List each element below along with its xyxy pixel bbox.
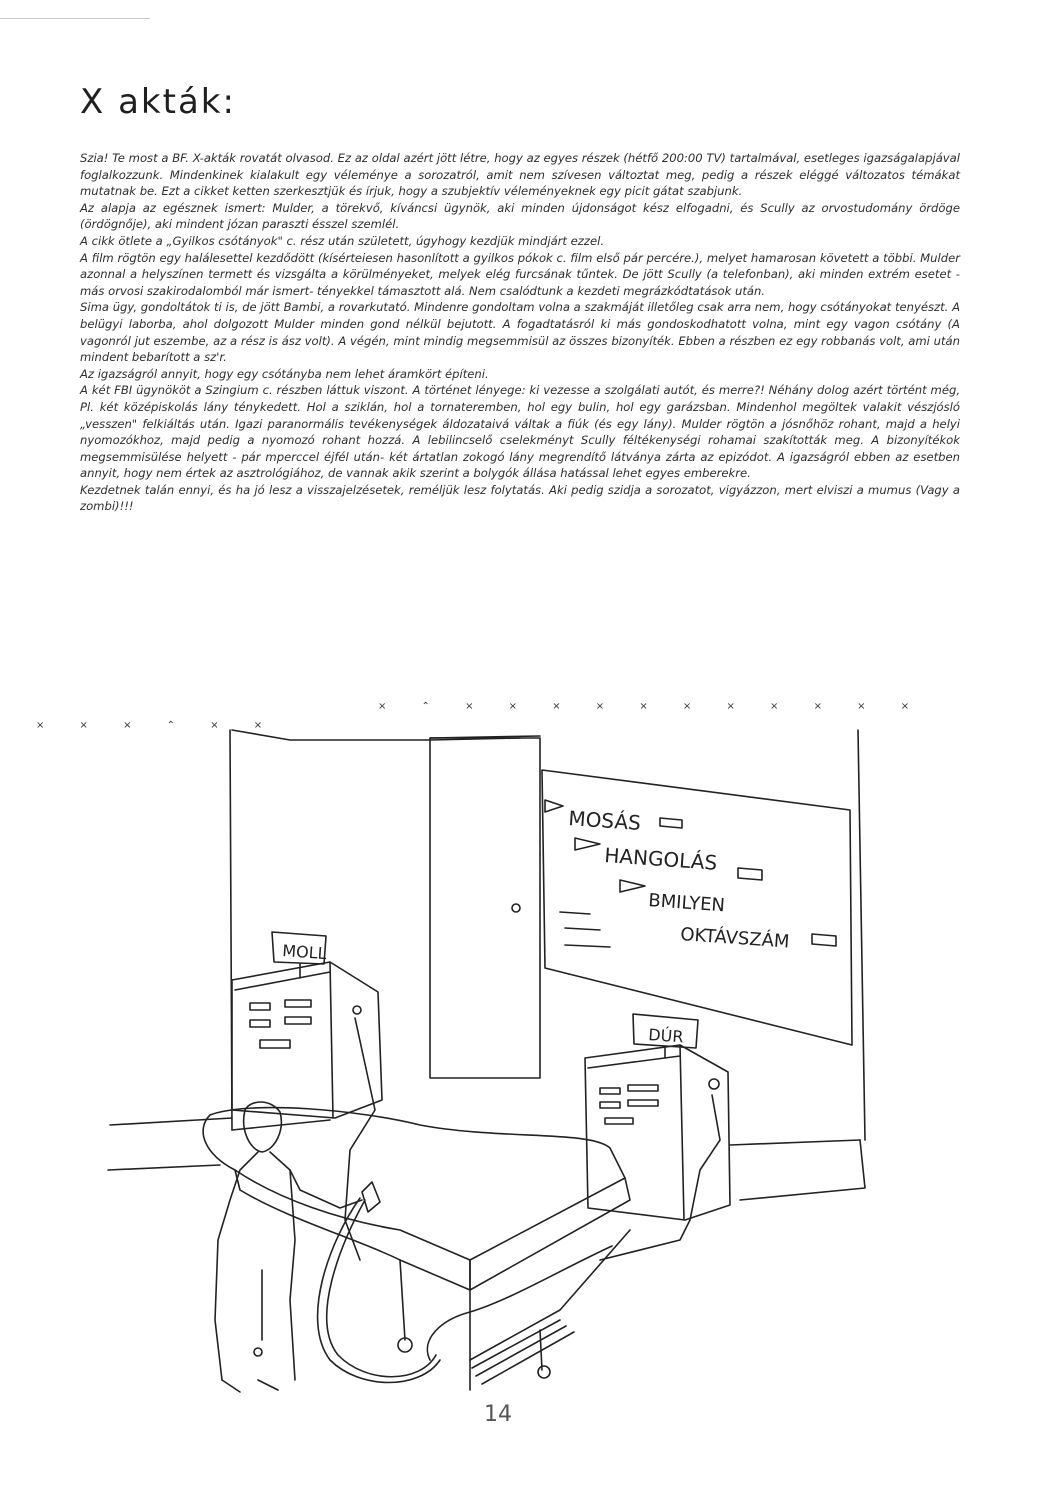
paragraph-intro: Szia! Te most a BF. X-akták rovatát olvasod. Ez az oldal azért jött létre, hogy az egyes részek (hétfő 200:00 TV) tartalmával, esetleges igazságalapjával foglalkozzunk. Mindenkinek kialakult egy véleménye a sorozatról, amit nem szívesen változtat meg, pedig a részek eléggé változatos témákat mutatnak be. Ezt a cikket ketten szerkesztjük és írjuk, hogy a szubjektív véleményeknek egy picit gátat szabjunk. <box>80 151 960 199</box>
dur-box <box>585 1014 730 1260</box>
board-line-oktavszam: OKTÁVSZÁM <box>679 924 791 953</box>
paragraph-truth-cockroach: Az igazságról annyit, hogy egy csótányba nem lehet áramkört építeni. <box>80 366 489 381</box>
paragraph-syzygy-episode: A két FBI ügynököt a Szingium c. részben láttuk viszont. A történet lényege: ki vezesse a szolgálati autót, és merre?! Néhány dolog azért történt még, Pl. két középiskolás lány ténykedett. Hol a sziklán, hol a tornateremben, hol egy bulin, hol egy garázsban. Mindenhol megöltek valakit vészjósló „vesszen" felkiáltás után. Igazi paranormális tevékenységek áldozataivá váltak a fiúk (és egy lány). Mulder rögtön a jósnőhöz rohant, majd a helyi nyomozókhoz, majd pedig a nyomozó rohant hozzá. A lebilincselő cselekményt Scully féltékenységi rohamai szakították meg. A bizonyítékok megsemmisülése helyett - pár mperccel éjfél után- két ártatlan zokogó lány megrendítő látványa zárta az epizódot. A igazságról ebben az esetben annyit, hogy nem értek az asztrológiához, de vannak akik szerint a bolygók állása hatással lehet egyes emberekre. <box>80 383 960 481</box>
board-line-mosas: MOSÁS <box>567 806 642 836</box>
moll-box-label: MOLL <box>281 941 328 964</box>
dur-box-label: DÚR <box>647 1025 685 1047</box>
board-line-bmilyen: BMILYEN <box>647 890 726 917</box>
board-line-hangolas: HANGOLÁS <box>603 843 718 875</box>
paragraph-idea: A cikk ötlete a „Gyilkos csótányok" c. rész után született, úgyhogy kezdjük mindjárt ezzel. <box>80 233 605 248</box>
x-decoration-row: × × × ⌃ × × <box>36 720 279 731</box>
top-rule <box>0 18 150 19</box>
page-title: X akták: <box>80 82 236 122</box>
article-body <box>80 150 960 515</box>
door <box>430 736 540 1078</box>
paragraph-bambi: Sima ügy, gondoltátok ti is, de jött Bambi, a rovarkutató. Mindenre gondoltam volna a szakmáját illetőleg csak arra nem, hogy csótányokat tenyészt. A belügyi laborba, ahol dolgozott Mulder minden gond nélkül bejutott. A fogadtatásról ki más gondoskodhatott volna, mint egy vagon csótány (A vagonról jut eszembe, az a rész is ász volt). A végén, mint mindig megsemmisül az összes bizonyíték. Ebben a részben ez egy robbanás volt, ami után mindent bebarított a sz'r. <box>80 300 960 365</box>
floor-ledge <box>108 1118 865 1200</box>
paragraph-closing: Kezdetnek talán ennyi, és ha jó lesz a visszajelzésetek, reméljük lesz folytatás. Aki pedig szidja a sorozatot, vigyázzon, mert elviszi a mumus (Vagy a zombi)!!! <box>80 482 960 514</box>
x-decoration-row: × ⌃ × × × × × × × × × × × <box>378 701 926 712</box>
cables <box>318 1198 612 1383</box>
paragraph-cockroach-episode: A film rögtön egy halálesettel kezdődött (kísérteiesen hasonlított a gyilkos pókok c. film első pár percére.), melyet hamarosan követett a többi. Mulder azonnal a helyszínen termett és vizsgálta a körülményeket, melyek elég furcsának tűntek. De jött Scully (a telefonban), aki minden extrém esetet -más orvosi szakirodalomból már ismert- tényekkel támasztott alá. Nem csalódtunk a kezdeti megrázkódtatások után. <box>80 250 960 298</box>
page-number: 14 <box>484 1402 512 1427</box>
piano-illustration <box>0 700 1061 1400</box>
paragraph-premise: Az alapja az egésznek ismert: Mulder, a törekvő, kíváncsi ügynök, aki minden újdonságot kész elfogadni, és Scully az orvostudomány ördöge (ördögnője), aki mindent józan paraszti ésszel szemlél. <box>80 200 960 232</box>
